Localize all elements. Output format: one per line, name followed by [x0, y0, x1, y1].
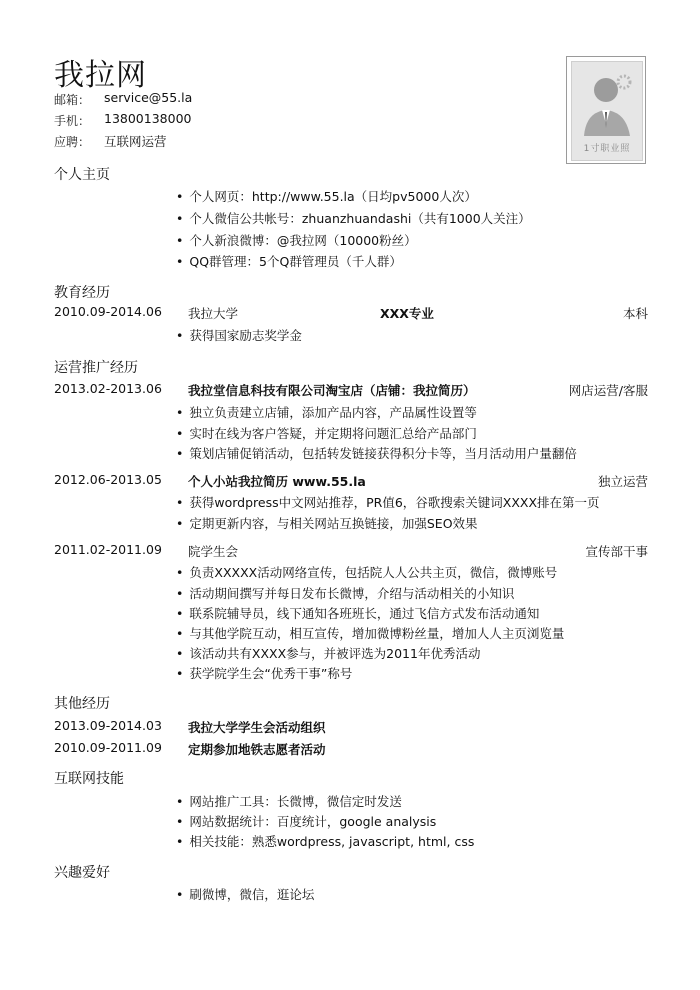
- section-title-skills: 互联网技能: [54, 771, 124, 787]
- education-school: 我拉大学: [188, 306, 239, 321]
- list-item: • 个人网页：http://www.55.la（日均pv5000人次）: [176, 187, 477, 205]
- photo-caption: 1寸职业照: [583, 144, 631, 154]
- candidate-name: 我拉网: [54, 58, 147, 93]
- operations-org: 个人小站我拉简历 www.55.la: [188, 474, 366, 489]
- list-item: • 刷微博，微信，逛论坛: [176, 885, 314, 903]
- list-item: • 实时在线为客户答疑，并定期将问题汇总给产品部门: [176, 424, 477, 442]
- list-item: • 个人新浪微博：@我拉网（10000粉丝）: [176, 231, 417, 249]
- section-title-education: 教育经历: [54, 285, 110, 301]
- list-item: • 网站推广工具：长微博，微信定时发送: [176, 792, 402, 810]
- list-item: • 获学院学生会“优秀干事”称号: [176, 664, 352, 682]
- list-item: • 策划店铺促销活动，包括转发链接获得积分卡等，当月活动用户量翻倍: [176, 444, 577, 462]
- section-title-homepage: 个人主页: [54, 167, 110, 183]
- education-major: XXX专业: [380, 306, 434, 321]
- operations-date: 2013.02-2013.06: [54, 381, 162, 396]
- email-label: 邮箱：: [54, 93, 91, 107]
- section-title-operations: 运营推广经历: [54, 360, 138, 376]
- operations-date: 2011.02-2011.09: [54, 542, 162, 557]
- other-date: 2013.09-2014.03: [54, 718, 162, 733]
- profile-photo: [566, 56, 646, 164]
- operations-org: 我拉堂信息科技有限公司淘宝店（店铺：我拉简历）: [188, 383, 476, 398]
- operations-role: 宣传部干事: [585, 544, 648, 559]
- email-value: service@55.la: [104, 90, 193, 105]
- other-date: 2010.09-2011.09: [54, 740, 162, 755]
- education-date: 2010.09-2014.06: [54, 304, 162, 319]
- education-degree: 本科: [622, 306, 648, 321]
- list-item: • 活动期间撰写并每日发布长微博，介绍与活动相关的小知识: [176, 584, 514, 602]
- list-item: • 网站数据统计：百度统计，google analysis: [176, 812, 436, 830]
- section-title-other: 其他经历: [54, 696, 110, 712]
- operations-role: 独立运营: [597, 474, 648, 489]
- position-label: 应聘：: [54, 135, 91, 149]
- list-item: • 个人微信公共帐号：zhuanzhuandashi（共有1000人关注）: [176, 209, 531, 227]
- operations-role: 网店运营/客服: [568, 383, 648, 398]
- position-value: 互联网运营: [104, 134, 167, 149]
- list-item: • 该活动共有XXXX参与，并被评选为2011年优秀活动: [176, 644, 480, 662]
- other-text: 定期参加地铁志愿者活动: [188, 742, 326, 757]
- section-title-hobbies: 兴趣爱好: [54, 865, 110, 881]
- photo-frame: [571, 61, 643, 161]
- list-item: • 联系院辅导员，线下通知各班班长，通过飞信方式发布活动通知: [176, 604, 539, 622]
- list-item: • 定期更新内容，与相关网站互换链接，加强SEO效果: [176, 514, 478, 532]
- list-item: • 获得wordpress中文网站推荐，PR值6，谷歌搜索关键词XXXX排在第一页: [176, 493, 600, 511]
- other-text: 我拉大学学生会活动组织: [188, 720, 326, 735]
- operations-date: 2012.06-2013.05: [54, 472, 162, 487]
- phone-label: 手机：: [54, 114, 91, 128]
- list-item: • 相关技能：熟悉wordpress, javascript, html, css: [176, 832, 474, 850]
- list-item: • 获得国家励志奖学金: [176, 326, 302, 344]
- list-item: • QQ群管理：5个Q群管理员（千人群）: [176, 252, 402, 270]
- list-item: • 与其他学院互动，相互宣传，增加微博粉丝量，增加人人主页浏览量: [176, 624, 564, 642]
- operations-org: 院学生会: [188, 544, 239, 559]
- list-item: • 独立负责建立店铺，添加产品内容，产品属性设置等: [176, 403, 477, 421]
- phone-value: 13800138000: [104, 111, 192, 126]
- list-item: • 负责XXXXX活动网络宣传，包括院人人公共主页，微信，微博账号: [176, 563, 557, 581]
